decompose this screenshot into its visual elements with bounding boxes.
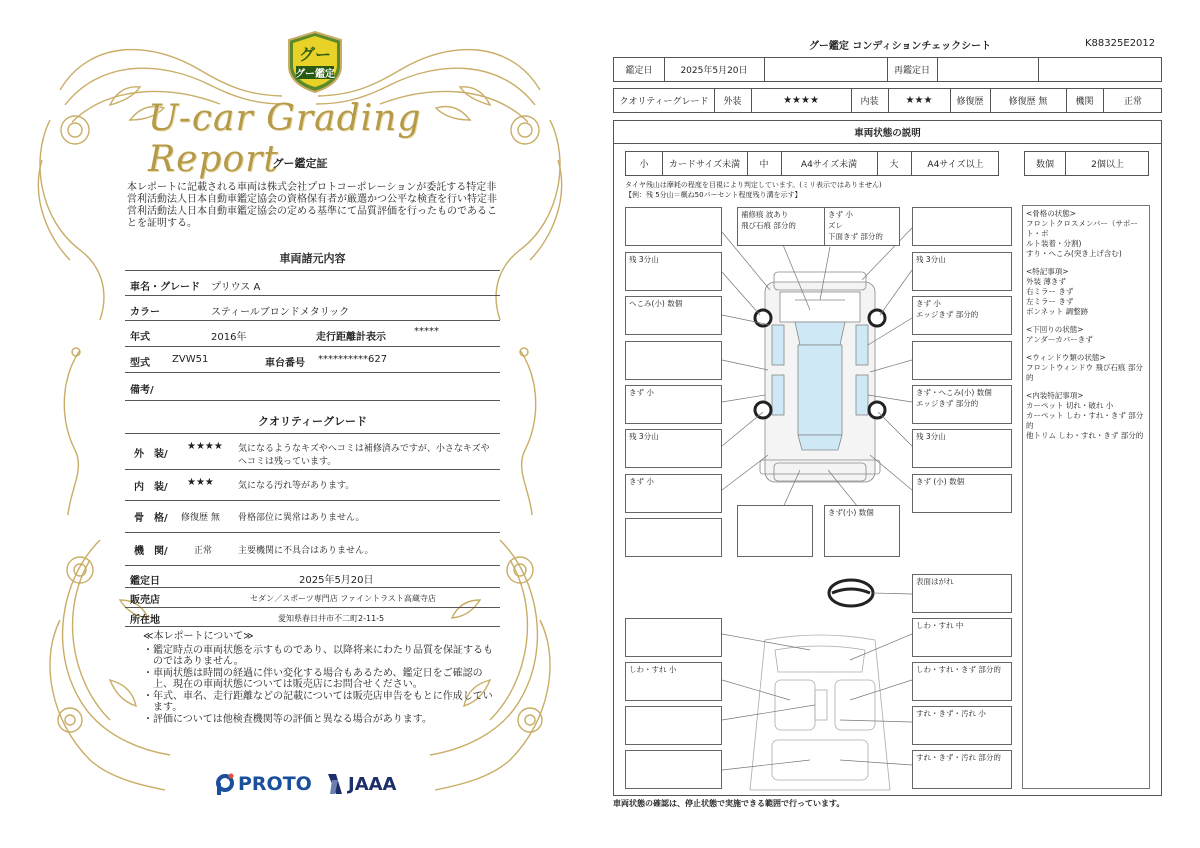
box-int-left-empty-1 bbox=[625, 618, 722, 657]
jaaa-logo: JAAA bbox=[326, 769, 397, 799]
report-notes: ≪本レポートについて≫ ・ 鑑定時点の車両状態を示すものであり、以降将来にわたり品質を保証するものではありません。 ・ 車両状態は時間の経過に伴い変化する場合もあるため、鑑定日をご確認の上、現在の車両状態については販売店にお問合せください。 ・ 年式、車名、走行距離などの記載については販売店申告をもとに作成しています。 ・ 評価については他検査機関等の評価と異なる場合があります。 bbox=[143, 631, 493, 725]
shop-label: 販売店 bbox=[130, 595, 160, 606]
box-dent-right-mid: きず・へこみ(小) 数個 エッジきず 部分的 bbox=[912, 385, 1012, 424]
box-front-center-top: きず 小 ズレ 下面きず 部分的 bbox=[824, 207, 900, 246]
quality-engine-label: 機 関/ bbox=[134, 546, 168, 557]
shop-value: セダン／スポーツ専門店 ファイントラスト高蔵寺店 bbox=[250, 594, 436, 603]
box-int-left: しわ・すれ 小 bbox=[625, 662, 722, 701]
box-dent-left: へこみ(小) 数個 bbox=[625, 296, 722, 335]
quality-exterior-label: 外 装/ bbox=[134, 449, 168, 460]
jaaa-mark-icon bbox=[326, 772, 344, 796]
finding-underbody: <下回りの状態> アンダーカバーきず bbox=[1026, 325, 1093, 344]
name-value: プリウス A bbox=[211, 282, 261, 293]
exterior-stars: ★★★★ bbox=[783, 95, 819, 106]
tire-note-2: 【例：残 5分山＝概ね50パーセント程度残り溝を示す】 bbox=[625, 191, 802, 199]
quality-frame-label: 骨 格/ bbox=[134, 513, 168, 524]
repair-label: 修復歴 bbox=[956, 97, 984, 107]
box-int-right-3: すれ・きず・汚れ 小 bbox=[912, 706, 1012, 745]
svg-text:グー: グー bbox=[298, 45, 332, 64]
quality-frame-text: 骨格部位に異常はありません。 bbox=[238, 513, 365, 523]
color-label: カラー bbox=[130, 307, 160, 318]
interior-stars: ★★★ bbox=[905, 95, 933, 106]
odometer-value: ***** bbox=[414, 326, 439, 337]
quality-frame-value: 修復歴 無 bbox=[181, 513, 220, 523]
year-label: 年式 bbox=[130, 332, 150, 343]
exterior-label: 外装 bbox=[723, 97, 742, 107]
finding-special: <特記事項> 外装 薄きず 右ミラー きず 左ミラー きず ボンネット 調整跡 bbox=[1026, 267, 1089, 316]
box-int-left-empty-2 bbox=[625, 706, 722, 745]
proto-mark-icon bbox=[215, 773, 235, 795]
box-edge-right: きず 小 エッジきず 部分的 bbox=[912, 296, 1012, 335]
findings-list bbox=[1026, 209, 1150, 449]
quality-exterior-text-2: ヘコミは残っています。 bbox=[238, 457, 337, 467]
box-wheel-note: 表面はがれ bbox=[912, 574, 1012, 613]
address-value: 愛知県春日井市不二町2-11-5 bbox=[278, 614, 385, 623]
proto-logo: PROTO bbox=[215, 769, 312, 799]
condition-check-sheet bbox=[600, 0, 1200, 848]
box-scratch-left-mid: きず 小 bbox=[625, 385, 722, 424]
chassis-label: 車台番号 bbox=[265, 358, 305, 369]
quality-engine-value: 正常 bbox=[194, 546, 213, 556]
size-legend: 小 カードサイズ未満 中 A4サイズ未満 大 A4サイズ以上 bbox=[625, 151, 999, 176]
color-value: スティールブロンドメタリック bbox=[211, 307, 350, 318]
appraisal-date-label: 鑑定日 bbox=[130, 576, 160, 587]
odometer-label: 走行距離計表示 bbox=[316, 332, 386, 343]
date-label: 鑑定日 bbox=[625, 66, 653, 76]
box-tire-front-right: 残 3分山 bbox=[912, 252, 1012, 291]
specs-heading: 車両諸元内容 bbox=[279, 252, 346, 265]
box-tire-rear-left: 残 3分山 bbox=[625, 429, 722, 468]
count-legend: 数個 2個以上 bbox=[1024, 151, 1149, 176]
quality-heading: クオリティーグレード bbox=[258, 415, 367, 428]
notes-heading: ≪本レポートについて≫ bbox=[143, 631, 254, 642]
footer-note: 車両状態の確認は、停止状態で実施できる範囲で行っています。 bbox=[613, 799, 845, 808]
box-tire-front-left: 残 3分山 bbox=[625, 252, 722, 291]
interior-label: 内装 bbox=[860, 97, 879, 107]
box-rear-left-empty bbox=[737, 505, 813, 557]
quality-interior-stars: ★★★ bbox=[187, 477, 214, 488]
sheet-title: グー鑑定 コンディションチェックシート bbox=[808, 41, 992, 52]
note-item: 車両状態は時間の経過に伴い変化する場合もあるため、鑑定日をご確認の上、現在の車両状態については販売店にお問合せください。 bbox=[153, 667, 483, 690]
badge-text: グー鑑定 bbox=[295, 69, 335, 80]
box-rear-center: きず(小) 数個 bbox=[824, 505, 900, 557]
box-int-right-2: しわ・すれ・きず 部分的 bbox=[912, 662, 1012, 701]
name-label: 車名・グレード bbox=[130, 282, 200, 293]
quality-exterior-text: 気になるようなキズやヘコミは補修済みですが、小さなキズや bbox=[238, 444, 490, 454]
engine-value: 正常 bbox=[1123, 97, 1142, 107]
report-script-title: U-car Grading Report bbox=[148, 98, 422, 180]
appraisal-date-value: 2025年5月20日 bbox=[299, 575, 374, 586]
box-right-empty-1 bbox=[912, 341, 1012, 380]
box-front-left-top: 補修痕 波あり 飛び石痕 部分的 bbox=[737, 207, 825, 246]
note-item: 鑑定時点の車両状態を示すものであり、以降将来にわたり品質を保証するものではありません。 bbox=[153, 644, 493, 667]
repair-value: 修復歴 無 bbox=[1008, 97, 1048, 107]
certificate-text: 本レポートに記載される車両は株式会社プロトコーポレーションが委託する特定非営利活動法人日本自動車鑑定協会の資格保有者が厳選かつ公平な検査を行い特定非営利活動法人日本自動車鑑定協会の定める基準にて品質評価を行ったものであることを証明する。 bbox=[127, 182, 497, 229]
section-title: 車両状態の説明 bbox=[613, 120, 1162, 144]
date-value: 2025年5月20日 bbox=[680, 66, 748, 76]
quality-exterior-stars: ★★★★ bbox=[187, 441, 223, 452]
box-front-right-empty bbox=[912, 207, 1012, 246]
address-label: 所在地 bbox=[130, 615, 160, 626]
quality-engine-text: 主要機関に不具合はありません。 bbox=[238, 546, 374, 556]
finding-windows: <ウィンドウ類の状態> フロントウィンドウ 飛び石痕 部分的 bbox=[1026, 353, 1143, 382]
box-left-empty-2 bbox=[625, 518, 722, 557]
note-item: 年式、車名、走行距離などの記載については販売店申告をもとに作成しています。 bbox=[153, 690, 493, 713]
note-item: 評価については他検査機関等の評価と異なる場合があります。 bbox=[153, 713, 432, 725]
certificate-title: グー鑑定証 bbox=[272, 157, 328, 170]
quality-interior-label: 内 装/ bbox=[134, 482, 168, 493]
box-int-right-4: すれ・きず・汚れ 部分的 bbox=[912, 750, 1012, 789]
goo-kantei-badge-logo bbox=[286, 30, 344, 94]
qg-label: クオリティーグレード bbox=[619, 97, 709, 107]
year-value: 2016年 bbox=[211, 332, 247, 343]
box-int-left-empty-3 bbox=[625, 750, 722, 789]
chassis-value: **********627 bbox=[318, 354, 388, 365]
finding-interior: <内装特記事項> カーペット 切れ・破れ 小 カーペット しわ・すれ・きず 部分的 他トリム しわ・すれ・きず 部分的 bbox=[1026, 391, 1144, 440]
box-int-right-1: しわ・すれ 中 bbox=[912, 618, 1012, 657]
quality-interior-text: 気になる汚れ等があります。 bbox=[238, 481, 355, 491]
finding-frame: <骨格の状態> フロントクロスメンバー（サポート・ボ ルト装着・分割) すり・へこみ(突き上げ含む) bbox=[1026, 209, 1138, 258]
remarks-label: 備考/ bbox=[130, 385, 154, 396]
sheet-id: K88325E2012 bbox=[1085, 38, 1156, 49]
model-label: 型式 bbox=[130, 358, 150, 369]
redate-label: 再鑑定日 bbox=[893, 66, 930, 76]
box-scratch-left-low: きず 小 bbox=[625, 474, 722, 513]
tire-note-1: タイヤ残山は摩耗の程度を目視により判定しています。(ミリ表示ではありません) bbox=[625, 181, 882, 189]
box-rear-right: きず (小) 数個 bbox=[912, 474, 1012, 513]
engine-label: 機関 bbox=[1075, 97, 1094, 107]
box-front-left-empty bbox=[625, 207, 722, 246]
model-value: ZVW51 bbox=[172, 354, 209, 365]
box-tire-rear-right: 残 3分山 bbox=[912, 429, 1012, 468]
box-left-empty-1 bbox=[625, 341, 722, 380]
